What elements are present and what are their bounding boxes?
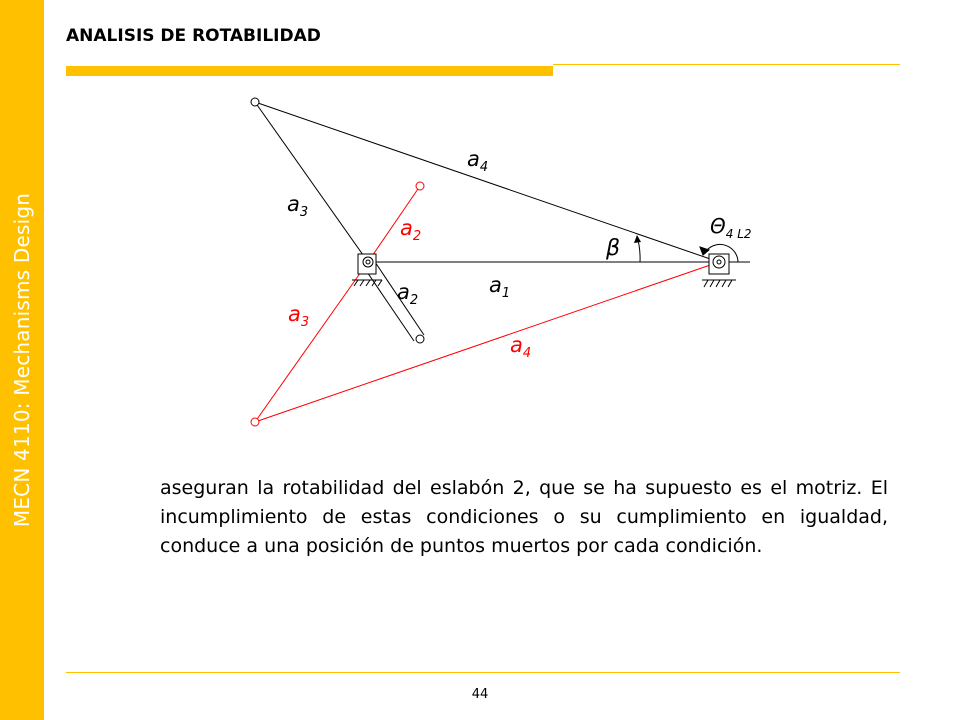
link-a4-black bbox=[255, 102, 719, 262]
left-ground-pivot bbox=[352, 254, 382, 286]
black-linkage bbox=[255, 102, 750, 341]
link-a4-red bbox=[255, 262, 719, 422]
red-linkage bbox=[255, 186, 719, 422]
label-a1: $a_1$ bbox=[489, 273, 511, 301]
beta-arrowhead bbox=[634, 235, 641, 243]
page-number: 44 bbox=[471, 687, 489, 702]
theta-arrowhead bbox=[700, 247, 709, 255]
body-paragraph: aseguran la rotabilidad del eslabón 2, que se ha supuesto es el motriz. El incumplimiento de estas condiciones o su cumplimiento en igualdad, conduce a una posición de puntos muertos por cada condición. bbox=[160, 477, 888, 557]
sidebar-course-title: MECN 4110: Mechanisms Design bbox=[10, 192, 34, 528]
label-a2-black: $a_2$ bbox=[397, 280, 419, 308]
link-a3-red bbox=[255, 262, 368, 422]
joint-top-red bbox=[416, 182, 424, 190]
label-a3-black: $a_3$ bbox=[287, 192, 309, 220]
label-theta: $\Theta_{4 L2}$ bbox=[710, 214, 752, 241]
right-ground-pivot bbox=[700, 244, 738, 287]
footer-accent-line bbox=[66, 672, 900, 673]
label-a4-red: $a_4$ bbox=[510, 333, 532, 361]
link-a3-black bbox=[255, 102, 368, 262]
label-a3-red: $a_3$ bbox=[288, 302, 310, 330]
page-title: ANALISIS DE ROTABILIDAD bbox=[66, 26, 321, 46]
joint-bottom-red bbox=[251, 418, 259, 426]
label-a4-black: $a_4$ bbox=[467, 147, 489, 175]
joint-top-black bbox=[251, 98, 259, 106]
label-a2-red: $a_2$ bbox=[400, 216, 422, 244]
label-beta: β bbox=[606, 236, 621, 261]
joint-a2-black-end bbox=[416, 335, 424, 343]
